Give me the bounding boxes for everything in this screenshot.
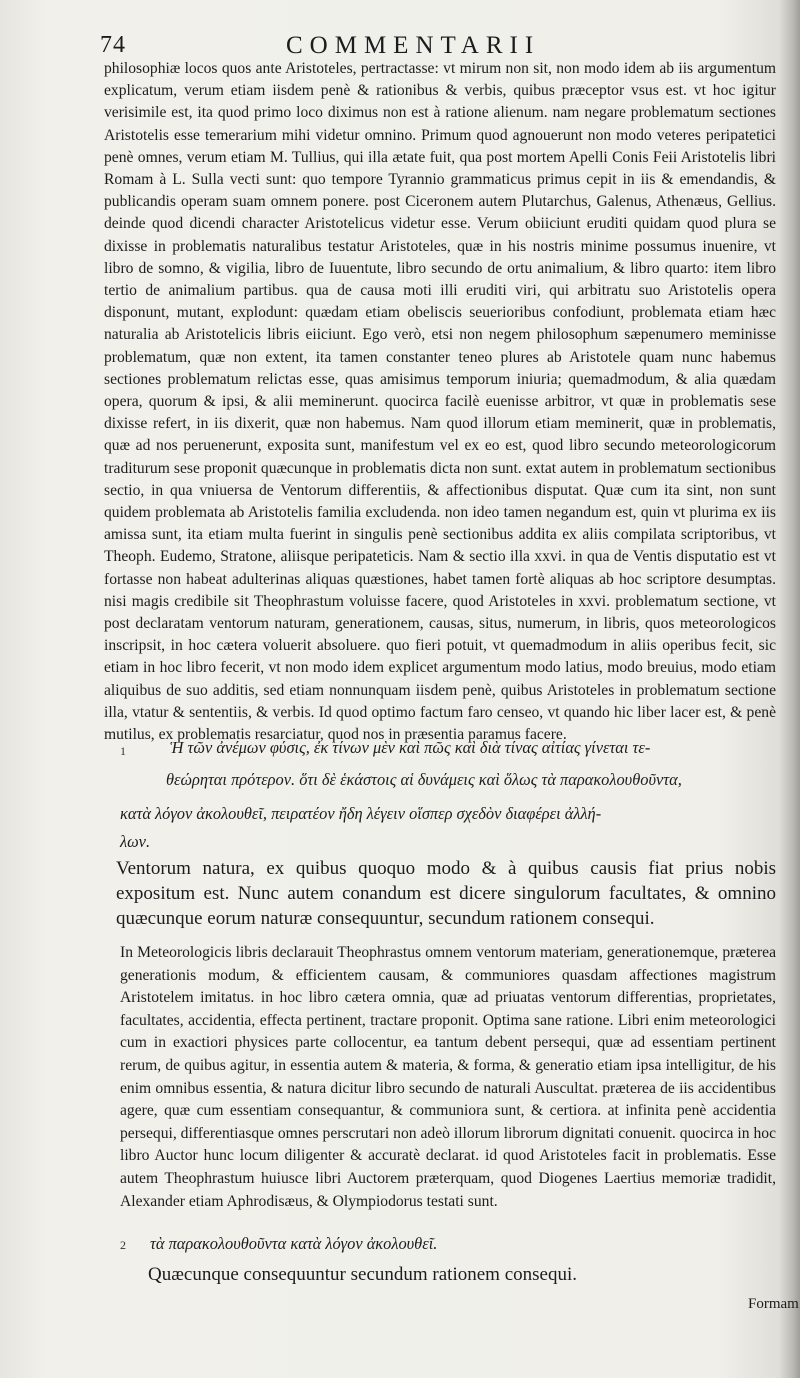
greek-line: Ἡ τῶν ἀνέμων φύσις, ἐκ τίνων μὲν καὶ πῶς καὶ διὰ τίνας αἰτίας γίνεται τε- (170, 738, 651, 757)
greek-line: θεώρηται πρότερον. ὅτι δὲ ἑκάστοις αἱ δυνάμεις καὶ ὅλως τὰ παρακολουθοῦντα, (166, 770, 682, 789)
greek-line: κατὰ λόγον ἀκολουθεῖ, πειρατέον ἤδη λέγειν οἵσπερ σχεδὸν διαφέρει ἀλλή- (120, 804, 602, 823)
greek-line: λων. (120, 832, 151, 851)
page-number: 74 (100, 32, 126, 58)
greek-line: τὰ παρακολουθοῦντα κατὰ λόγον ἀκολουθεῖ. (150, 1234, 438, 1253)
body-paragraph: philosophiæ locos quos ante Aristoteles, pertractasse: vt mirum non sit, non modo idem ab iis argumentum explicatum, verum etiam iisdem penè & rationibus & verbis, quibus præceptor vsus est. vt hoc igitur verisimile est, ita quod primo loco diximus non est à ratione alienum. nam negare problematum sectiones Aristotelis esse temerarium mihi videtur omnino. Primum quod agnouerunt non modo veteres peripatetici penè omnes, verum etiam M. Tullius, qui illa ætate fuit, qua post mortem Apelli Conis Feii Aristotelis libri Romam à L. Sulla vecti sunt: quo tempore Tyrannio grammaticus primus cepit in iis & emendandis, & publicandis operam suam omnem ponere. post Ciceronem autem Plutarchus, Galenus, Athenæus, Gellius. deinde quod dicendi character Aristotelicus videtur esse. Verum obiiciunt eruditi quidam quod plura se dixisse in problematis naturalibus testatur Aristoteles, quæ in his nostris minime possumus inuenire, vt libro de somno, & vigilia, libro de Iuuentute, libro secundo de ortu animalium, & libro quarto: item libro tertio de animalium partibus. qua de causa moti illi eruditi viri, qui arbitratu suo Aristotelis opera disponunt, mutant, explodunt: quædam etiam obeliscis seuerioribus confodiunt, problemata etiam hæc naturalia ab Aristotelicis libris eiiciunt. Ego verò, etsi non negem philosophum sæpenumero meminisse problematum, quæ non extent, ita tamen constanter teneo plures ab Aristotele quam nunc habemus sectiones problematum relictas esse, quas amisimus temporum iniuria; quemadmodum, & alia quædam opera, quorum & ipsi, & alii meminerunt. quocirca facilè euenisse arbitror, vt quæ in problematis sese dixisse refert, in iis dixerit, quæ non habemus. Nam quod illorum etiam meminerit, quæ in problematis, quæ ad nos peruenerunt, exposita sunt, manifestum vel ex eo est, quod libro secundo meteorologicorum traditurum sese proponit quæcunque in problematis dicta non sunt. extat autem in problematum sectionibus sectio, in qua vniuersa de Ventorum differentiis, & affectionibus disputat. Quæ cum ita sint, non sunt quidem problemata ab Aristotelis familia excludenda. non ideo tamen negandum est, quin vt plurima ex iis amissa sunt, ita etiam multa fuerint in singulis penè sectionibus addita ex aliis compilata scriptoribus, vt Theoph. Eudemo, Stratone, aliisque peripateticis. Nam & sectio illa xxvi. in qua de Ventis disputatio est vt fortasse non habeat adulterinas aliquas quæstiones, habet tamen fortè aliquas ab hoc scriptore desumptas. nisi magis credibile sit Theophrastum voluisse facere, quod Aristoteles in xxvi. problematum sectione, vt post declaratam ventorum naturam, generationem, causas, situs, numerum, in libris, quos meteorologicos inscripsit, in hoc cætera voluerit absoluere. quo fieri potuit, vt quemadmodum in aliis operibus fecit, sic etiam in hoc libro fecerit, vt non modo idem explicet argumentum modo latius, modo breuius, modo etiam aliquibus de suo additis, sed etiam nonnunquam iisdem penè, quibus Aristoteles in problematum sectione illa, vtatur & sententiis, & verbis. Id quod optimo factum faro censeo, vt quando hic liber lacer est, & penè mutilus, ex problematis resarciatur, quod nos in præsentia paramus facere. (104, 60, 776, 744)
running-head: COMMENTARII (286, 32, 541, 59)
latin-translation-2: Quæcunque consequuntur secundum rationem consequi. (148, 1264, 577, 1285)
commentary-paragraph: In Meteorologicis libris declarauit Theophrastus omnem ventorum materiam, generationemque, præterea generationis modum, & efficientem causam, & communiores quasdam affectiones magistrum Aristotelem imitatus. in hoc libro cætera omnia, quæ ad priuatas ventorum differentias, proprietates, facultates, accidentia, effecta pertinent, tractare proponit. Optima sane ratione. Libri enim meteorologici cum in exactiori physices parte collocentur, ea tantum debent persequi, quæ ad essentiam pertinent rerum, de quibus agitur, in essentia autem & materia, & forma, & generatio etiam ipsa intelligitur, de his enim omnibus essentia, & natura dicitur libro secundo de naturali Auscultat. præterea de iis accidentibus agere, quæ cum essentiam consequantur, & communiora sunt, & certiora. at infinita penè accidentia persequi, differentiasque omnes perscrutari non adeò illorum librorum dignitati conuenit. quocirca in hoc libro Auctor hunc locum diligenter & accuratè declarat. id quod Aristoteles facit in problematis. Esse autem Theophrastum huiusce libri Auctorem præterquam, quod Diogenes Laertius memoriæ tradidit, Alexander etiam Aphrodisæus, & Olympiodorus testati sunt. (120, 944, 776, 1210)
latin-translation-1: Ventorum natura, ex quibus quoquo modo & à quibus causis fiat prius nobis expositum est. Nunc autem conandum est dicere singulorum facultates, & omnino quæcunque eorum naturæ consequuntur, secundum rationem consequi. (116, 858, 776, 929)
main-body-text (104, 58, 776, 746)
catchword: Formam (748, 1296, 799, 1312)
note-number-1: 1 (120, 744, 126, 758)
note-number-2: 2 (120, 1238, 126, 1252)
page-edge-shadow (778, 0, 800, 1378)
